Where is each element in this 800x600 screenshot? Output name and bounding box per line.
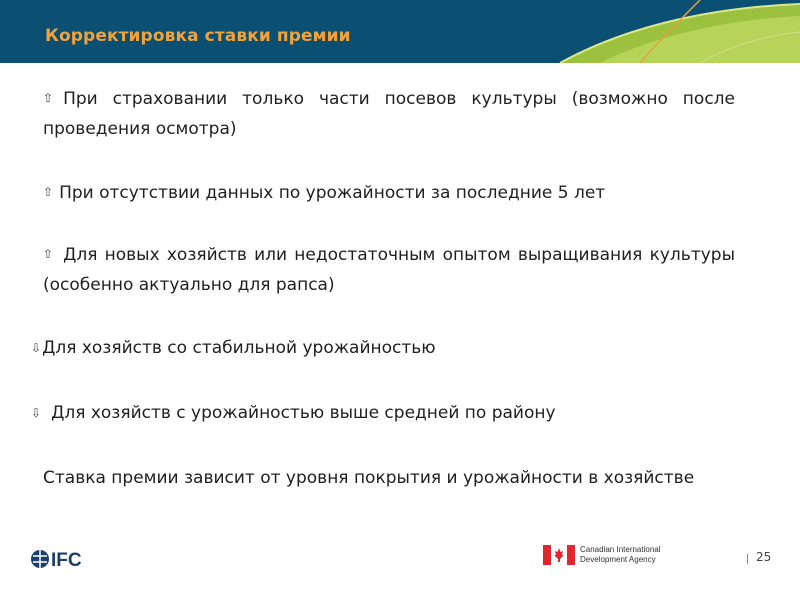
page-number: 25 xyxy=(756,550,772,564)
list-item-text: Для хозяйств с урожайностью выше средней по району xyxy=(51,403,556,423)
arrow-up-icon: ⇧ xyxy=(43,91,54,105)
list-item-text: При страховании только части посевов культуры (возможно после проведения осмотра) xyxy=(43,89,735,139)
list-item-text: Для хозяйств со стабильной урожайностью xyxy=(42,338,436,358)
list-item xyxy=(43,239,735,300)
footer-divider xyxy=(747,554,748,564)
list-item xyxy=(43,83,735,144)
ifc-logo-text: IFC xyxy=(51,550,82,570)
cida-name-line2: Development Agency xyxy=(580,555,656,564)
arrow-down-icon: ⇩ xyxy=(31,341,42,355)
list-item-text: При отсутствии данных по урожайности за последние 5 лет xyxy=(59,183,606,203)
list-item xyxy=(31,333,735,363)
cida-logo xyxy=(543,545,661,565)
arrow-down-icon: ⇩ xyxy=(31,406,42,420)
ifc-logo xyxy=(30,548,88,574)
list-item-text: Для новых хозяйств или недостаточным опытом выращивания культуры (особенно актуально для рапса) xyxy=(43,245,735,295)
cida-name-line1: Canadian International xyxy=(580,545,661,554)
arrow-up-icon: ⇧ xyxy=(43,185,54,199)
summary-text: Ставка премии зависит от уровня покрытия и урожайности в хозяйстве xyxy=(43,468,695,488)
arrow-up-icon: ⇧ xyxy=(43,247,54,261)
list-item xyxy=(31,398,735,428)
page-title: Корректировка ставки премии xyxy=(45,26,351,46)
list-item xyxy=(43,177,735,208)
header-banner xyxy=(0,0,800,63)
canada-flag-icon xyxy=(543,545,575,565)
